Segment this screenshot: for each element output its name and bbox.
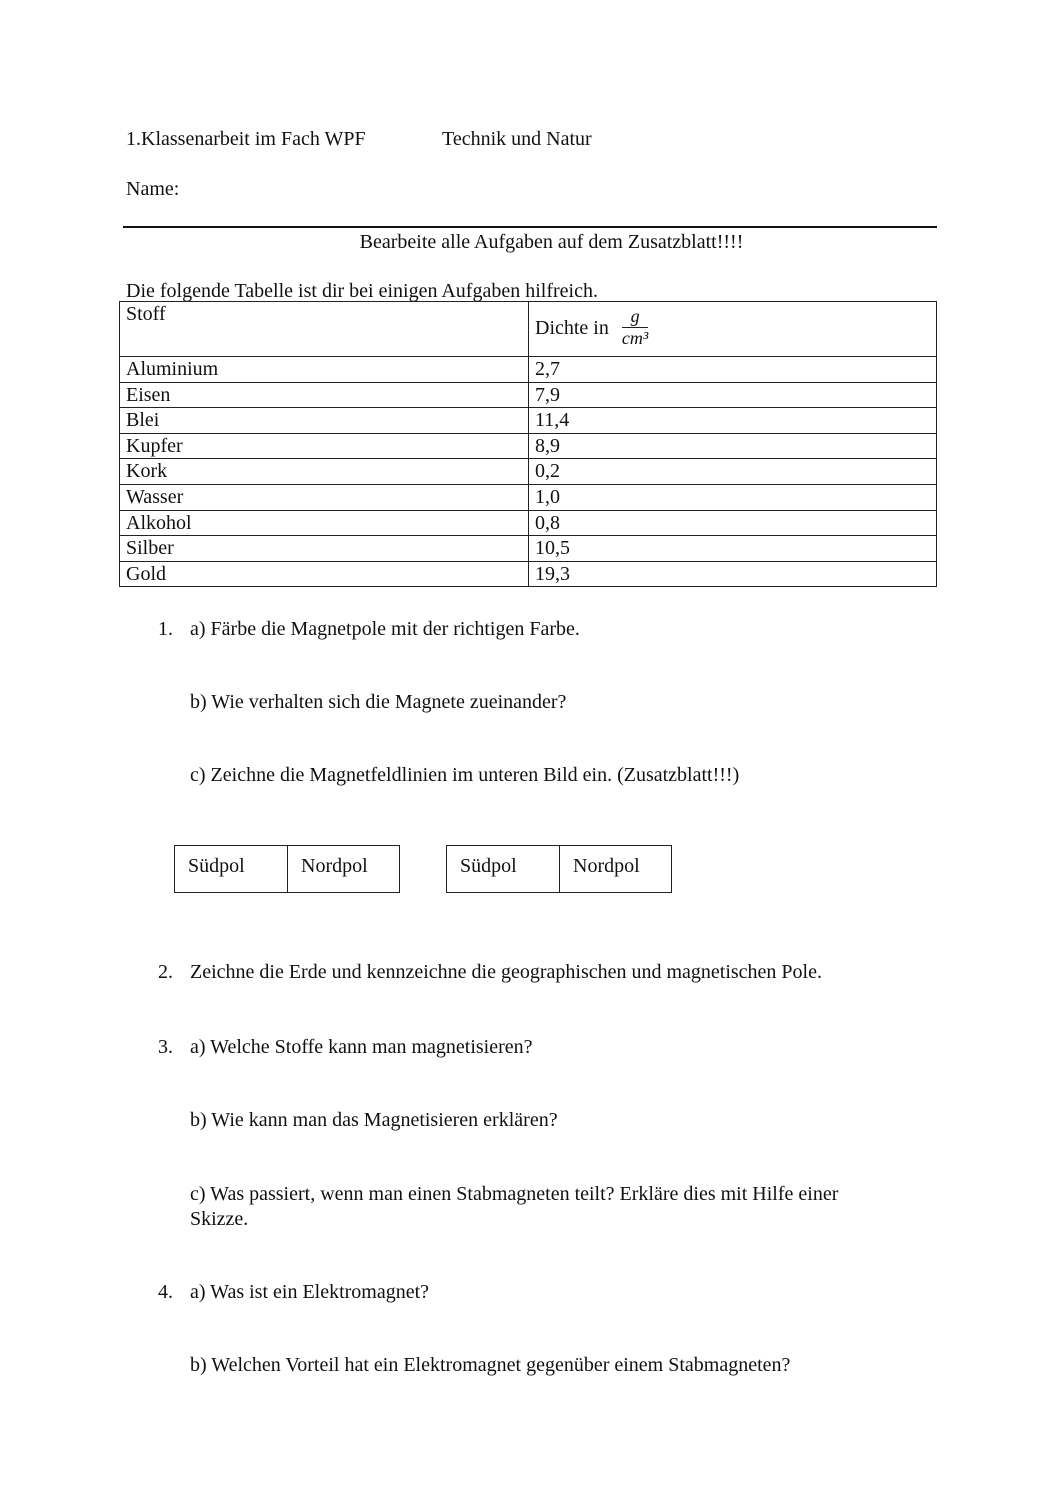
question-1c: c) Zeichne die Magnetfeldlinien im unteren Bild ein. (Zusatzblatt!!!) [190,764,740,786]
header-substance: Stoff [120,302,529,357]
south-pole: Südpol [460,855,517,877]
table-row [120,433,937,459]
density-cell: 0,8 [529,510,937,536]
substance-cell: Wasser [120,484,529,510]
density-table [119,301,937,587]
north-pole: Nordpol [559,846,671,892]
table-row [120,561,937,587]
question-3c: c) Was passiert, wenn man einen Stabmagneten teilt? Erkläre dies mit Hilfe einer [190,1183,839,1205]
name-label: Name: [126,178,180,200]
density-cell: 0,2 [529,459,937,485]
question-3a: a) Welche Stoffe kann man magnetisieren? [190,1036,533,1058]
substance-cell: Kork [120,459,529,485]
instruction-text: Bearbeite alle Aufgaben auf dem Zusatzblatt!!!! [359,231,744,253]
substance-cell: Kupfer [120,433,529,459]
substance-cell: Silber [120,536,529,562]
substance-cell: Alkohol [120,510,529,536]
density-cell: 1,0 [529,484,937,510]
density-cell: 8,9 [529,433,937,459]
table-row [120,408,937,434]
unit-denominator: cm³ [621,327,649,348]
density-cell: 19,3 [529,561,937,587]
table-row [120,536,937,562]
substance-cell: Eisen [120,382,529,408]
table-row [120,382,937,408]
question-1a: a) Färbe die Magnetpole mit der richtigen Farbe. [190,618,580,640]
question-2: Zeichne die Erde und kennzeichne die geographischen und magnetischen Pole. [190,961,822,983]
table-header-row [120,302,937,357]
substance-cell: Aluminium [120,357,529,383]
question-1b: b) Wie verhalten sich die Magnete zueinander? [190,691,567,713]
density-cell: 10,5 [529,536,937,562]
header-density-label: Dichte in [535,317,609,339]
question-3b: b) Wie kann man das Magnetisieren erklären? [190,1109,558,1131]
header-density [529,302,937,357]
name-line-divider [123,226,937,228]
question-3c-continued: Skizze. [190,1208,249,1230]
density-unit-fraction [622,307,648,348]
density-cell: 11,4 [529,408,937,434]
question-1-number: 1. [158,618,173,640]
table-row [120,510,937,536]
table-row [120,357,937,383]
unit-numerator: g [622,307,648,328]
bar-magnet-1 [174,845,400,893]
south-pole: Südpol [188,855,245,877]
bar-magnet-2 [446,845,672,893]
density-cell: 7,9 [529,382,937,408]
north-pole: Nordpol [287,846,399,892]
substance-cell: Blei [120,408,529,434]
question-4-number: 4. [158,1281,173,1303]
question-2-number: 2. [158,961,173,983]
table-intro-text: Die folgende Tabelle ist dir bei einigen Aufgaben hilfreich. [126,280,598,302]
substance-cell: Gold [120,561,529,587]
table-row [120,459,937,485]
subject-label: Technik und Natur [442,128,592,150]
table-row [120,484,937,510]
exam-title: 1.Klassenarbeit im Fach WPF [126,128,366,150]
density-cell: 2,7 [529,357,937,383]
question-4b: b) Welchen Vorteil hat ein Elektromagnet gegenüber einem Stabmagneten? [190,1354,791,1376]
question-3-number: 3. [158,1036,173,1058]
question-4a: a) Was ist ein Elektromagnet? [190,1281,430,1303]
